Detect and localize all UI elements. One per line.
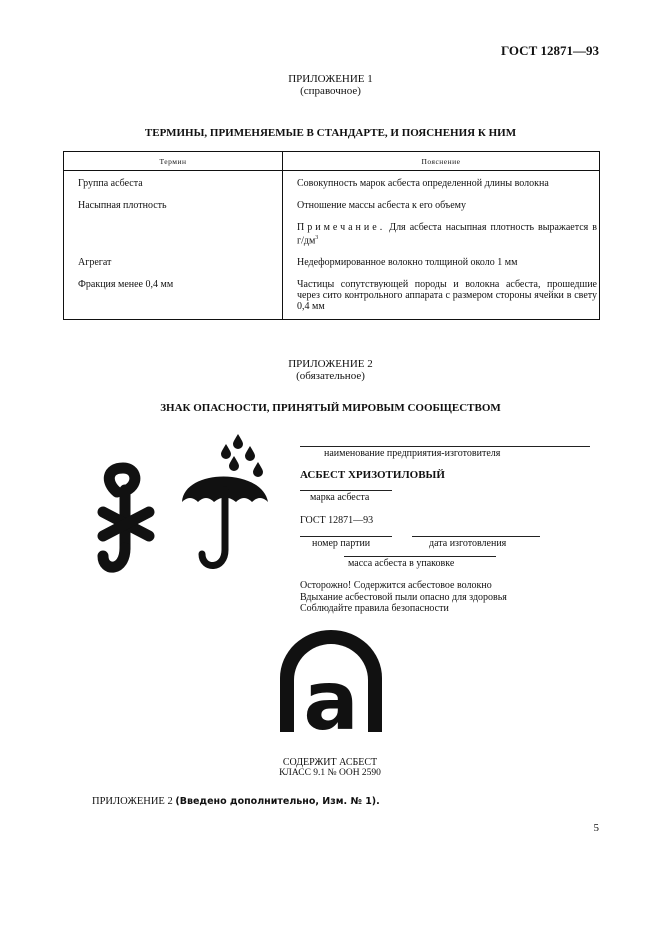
standard-ref: ГОСТ 12871—93 bbox=[300, 515, 374, 526]
term-cell: Фракция менее 0,4 мм bbox=[78, 279, 174, 291]
explanation-cell: Недеформированное волокно толщиной около 1 мм bbox=[283, 253, 600, 275]
explanation-cell: Частицы сопутствующей породы и волокна асбеста, прошедшие через сито контрольного аппарата с размером стороны ячейки в свету 0,4 мм bbox=[283, 275, 600, 320]
date-line bbox=[412, 536, 540, 537]
table-header-row bbox=[64, 152, 600, 171]
column-header-term: Термин bbox=[64, 152, 283, 171]
term-cell bbox=[64, 218, 283, 253]
explanation-cell: Отношение массы асбеста к его объему bbox=[283, 196, 600, 218]
batch-line bbox=[300, 536, 392, 537]
standard-number: ГОСТ 12871—93 bbox=[500, 43, 599, 58]
appendix2-subtitle: (обязательное) bbox=[296, 370, 365, 382]
term-cell: Агрегат bbox=[78, 257, 112, 269]
table-row bbox=[64, 275, 600, 320]
appendix1-title: ПРИЛОЖЕНИЕ 1 bbox=[288, 73, 373, 85]
amendment-note bbox=[92, 796, 380, 807]
manufacturer-label: наименование предприятия-изготовителя bbox=[324, 448, 501, 459]
explanation-cell: Совокупность марок асбеста определенной длины волокна bbox=[283, 171, 600, 197]
grade-line bbox=[300, 490, 392, 491]
page-number: 5 bbox=[593, 822, 599, 834]
table-row bbox=[64, 218, 600, 253]
column-header-explanation: Пояснение bbox=[283, 152, 600, 171]
date-label: дата изготовления bbox=[429, 538, 507, 549]
manufacturer-line bbox=[300, 446, 590, 447]
table-row bbox=[64, 171, 600, 197]
asbestos-sign-letter: a bbox=[303, 654, 359, 732]
mass-line bbox=[344, 556, 496, 557]
terms-table bbox=[63, 151, 600, 320]
amendment-prefix: ПРИЛОЖЕНИЕ 2 bbox=[92, 796, 173, 807]
term-cell: Насыпная плотность bbox=[78, 200, 167, 211]
appendix1-subtitle: (справочное) bbox=[300, 85, 361, 97]
sign-caption-line1: СОДЕРЖИТ АСБЕСТ bbox=[282, 757, 378, 768]
appendix1-heading: ТЕРМИНЫ, ПРИМЕНЯЕМЫЕ В СТАНДАРТЕ, И ПОЯСНЕНИЯ К НИМ bbox=[144, 127, 517, 139]
note-label: Примечание. bbox=[297, 222, 386, 233]
umbrella-rain-icon bbox=[178, 430, 274, 580]
warning-line: Вдыхание асбестовой пыли опасно для здоровья bbox=[300, 592, 507, 603]
mass-label: масса асбеста в упаковке bbox=[348, 558, 455, 569]
sign-caption-line2: КЛАСС 9.1 № ООН 2590 bbox=[279, 768, 381, 778]
warning-line: Соблюдайте правила безопасности bbox=[300, 603, 449, 614]
asbestos-a-icon bbox=[280, 630, 382, 732]
note-cell bbox=[283, 218, 600, 253]
grade-label: марка асбеста bbox=[310, 492, 370, 503]
note-text: Для асбеста насыпная плотность выражается в г/дм bbox=[297, 222, 598, 247]
table-row bbox=[64, 253, 600, 275]
table-row bbox=[64, 196, 600, 218]
warning-line: Осторожно! Содержится асбестовое волокно bbox=[300, 580, 492, 591]
appendix2-title: ПРИЛОЖЕНИЕ 2 bbox=[288, 358, 373, 370]
appendix2-heading: ЗНАК ОПАСНОСТИ, ПРИНЯТЫЙ МИРОВЫМ СООБЩЕСТВОМ bbox=[160, 402, 501, 414]
note-superscript: 3 bbox=[315, 235, 319, 241]
fragile-hook-icon bbox=[95, 460, 157, 580]
batch-label: номер партии bbox=[312, 538, 371, 549]
product-name: АСБЕСТ ХРИЗОТИЛОВЫЙ bbox=[300, 469, 445, 481]
term-cell: Группа асбеста bbox=[78, 178, 143, 189]
amendment-bold: (Введено дополнительно, Изм. № 1). bbox=[175, 796, 380, 807]
